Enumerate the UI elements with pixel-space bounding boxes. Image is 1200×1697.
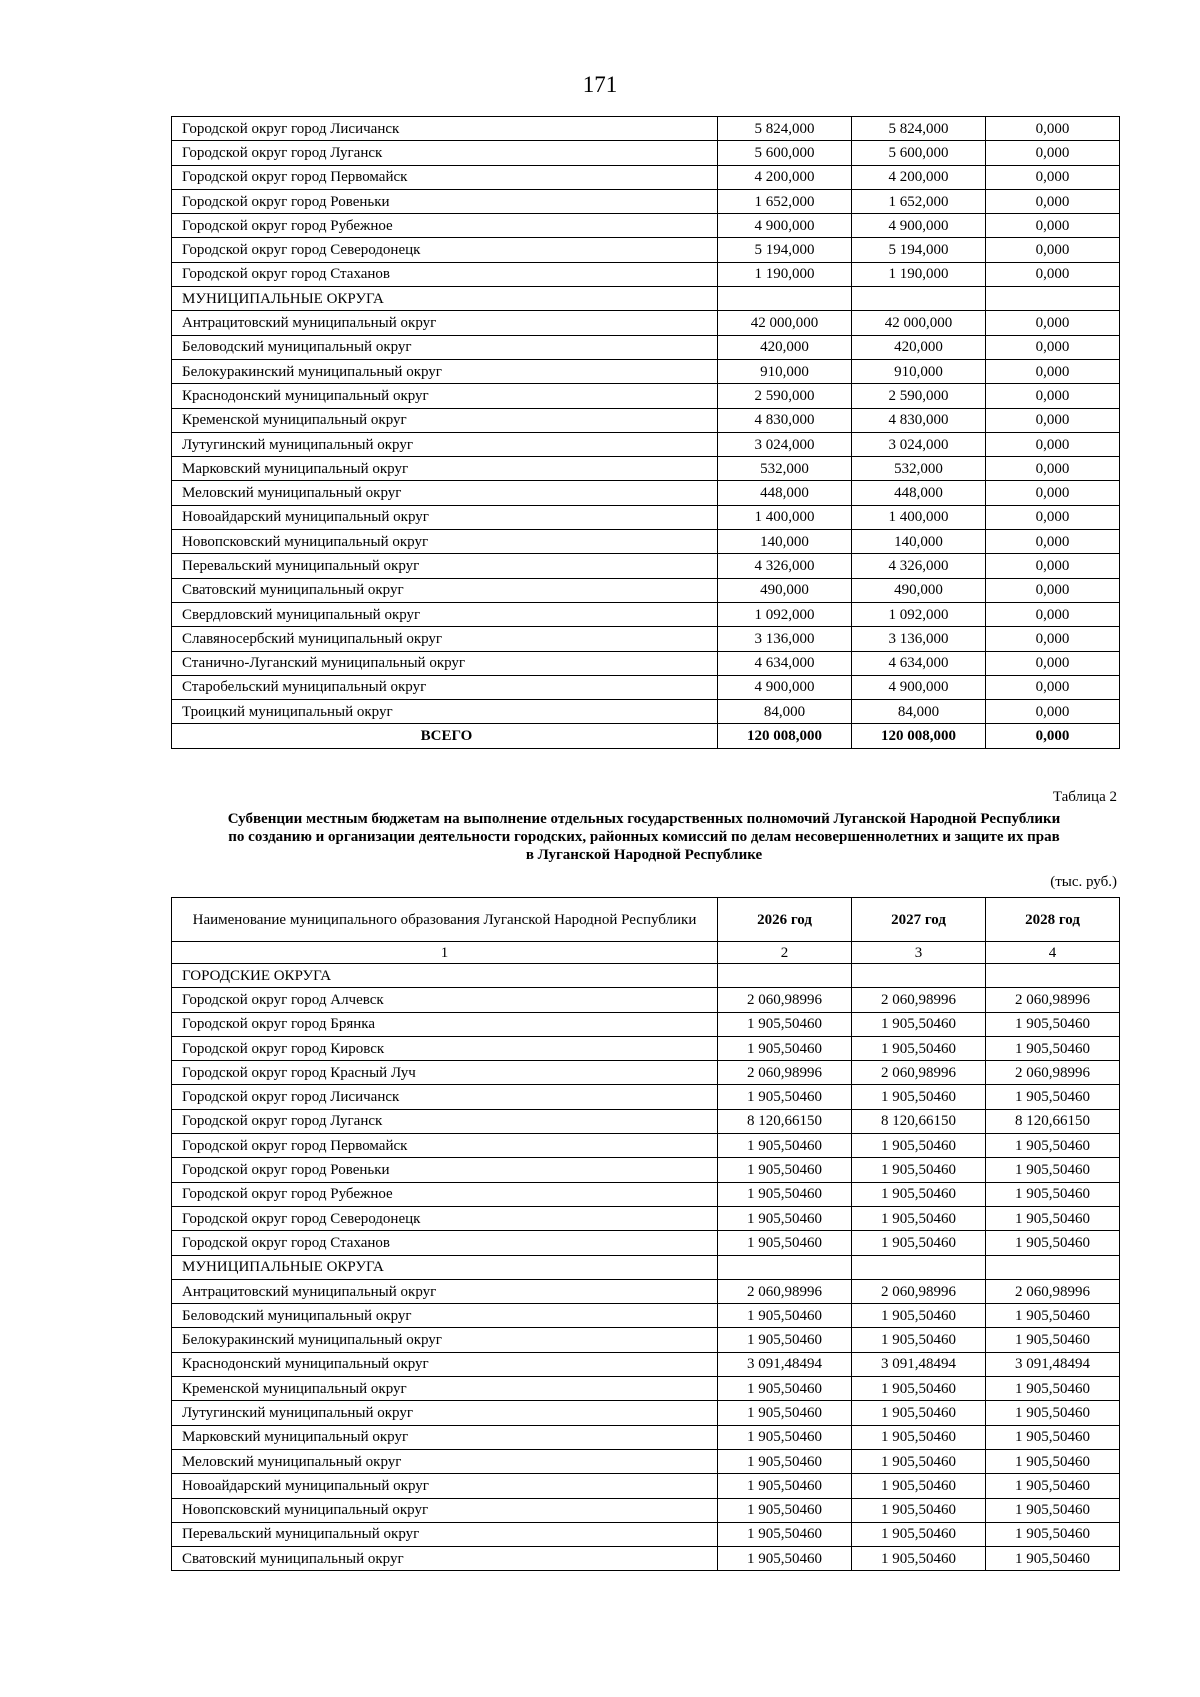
value-cell: 2 060,98996 [852,1279,986,1303]
table-row [172,481,1120,505]
table-row [172,1012,1120,1036]
value-cell: 1 905,50460 [852,1182,986,1206]
value-cell: 1 905,50460 [986,1158,1120,1182]
value-cell: 0,000 [986,651,1120,675]
row-name-cell: Городской округ город Лисичанск [172,117,718,141]
value-cell: 0,000 [986,578,1120,602]
row-name-cell: Белокуракинский муниципальный округ [172,1328,718,1352]
row-name-cell: Новопсковский муниципальный округ [172,530,718,554]
value-cell: 1 905,50460 [986,1425,1120,1449]
value-cell [718,1255,852,1279]
value-cell [718,964,852,988]
column-number: 2 [718,942,852,964]
header-year-2028: 2028 год [986,898,1120,942]
row-name-cell: МУНИЦИПАЛЬНЫЕ ОКРУГА [172,1255,718,1279]
value-cell: 1 905,50460 [718,1547,852,1571]
header-year-2027: 2027 год [852,898,986,942]
row-name-cell: Станично-Луганский муниципальный округ [172,651,718,675]
column-number: 3 [852,942,986,964]
row-name-cell: Городской округ город Алчевск [172,988,718,1012]
row-name-cell: Кременской муниципальный округ [172,1377,718,1401]
row-name-cell: Меловский муниципальный округ [172,1449,718,1473]
row-name-cell: Лутугинский муниципальный округ [172,432,718,456]
row-name-cell: Лутугинский муниципальный округ [172,1401,718,1425]
table-row [172,1401,1120,1425]
value-cell: 2 060,98996 [986,1279,1120,1303]
value-cell: 5 194,000 [852,238,986,262]
page-number: 171 [582,72,618,97]
value-cell: 4 900,000 [852,214,986,238]
row-name-cell: Троицкий муниципальный округ [172,700,718,724]
row-name-cell: МУНИЦИПАЛЬНЫЕ ОКРУГА [172,287,718,311]
table-row [172,1158,1120,1182]
value-cell: 2 060,98996 [852,1061,986,1085]
value-cell: 2 060,98996 [718,1061,852,1085]
value-cell: 3 091,48494 [986,1352,1120,1376]
value-cell: 0,000 [986,359,1120,383]
value-cell: 490,000 [852,578,986,602]
value-cell: 3 024,000 [852,432,986,456]
value-cell: 3 136,000 [718,627,852,651]
row-name-cell: Городской округ город Северодонецк [172,1206,718,1230]
value-cell: 420,000 [852,335,986,359]
column-number: 1 [172,942,718,964]
table-row [172,988,1120,1012]
column-number: 4 [986,942,1120,964]
total-value: 120 008,000 [718,724,852,748]
row-name-cell: Городской округ город Луганск [172,1109,718,1133]
row-name-cell: Марковский муниципальный округ [172,1425,718,1449]
value-cell: 910,000 [718,359,852,383]
value-cell: 0,000 [986,627,1120,651]
value-cell: 0,000 [986,700,1120,724]
value-cell: 4 900,000 [718,675,852,699]
value-cell: 1 905,50460 [718,1425,852,1449]
value-cell: 1 092,000 [852,602,986,626]
value-cell: 84,000 [718,700,852,724]
value-cell [852,287,986,311]
column-number-row [172,942,1120,964]
value-cell: 0,000 [986,602,1120,626]
table-row [172,262,1120,286]
table-row [172,964,1120,988]
row-name-cell: Меловский муниципальный округ [172,481,718,505]
table-row [172,1036,1120,1060]
table-row [172,1328,1120,1352]
table-1-body [172,117,1120,749]
total-value: 120 008,000 [852,724,986,748]
value-cell: 1 905,50460 [852,1449,986,1473]
table-2-title-line: по созданию и организации деятельности городских, районных комиссий по делам несовершеннолетних и защите их прав [228,829,1060,845]
value-cell: 1 905,50460 [986,1474,1120,1498]
value-cell: 1 905,50460 [718,1522,852,1546]
value-cell: 1 905,50460 [718,1401,852,1425]
value-cell [986,964,1120,988]
header-year-2026: 2026 год [718,898,852,942]
value-cell: 1 905,50460 [852,1036,986,1060]
row-name-cell: Новоайдарский муниципальный округ [172,1474,718,1498]
table-row [172,359,1120,383]
table-row [172,141,1120,165]
value-cell: 2 060,98996 [718,988,852,1012]
table-row [172,1304,1120,1328]
table-row [172,238,1120,262]
total-label: ВСЕГО [172,724,718,748]
value-cell: 1 905,50460 [986,1182,1120,1206]
value-cell: 1 905,50460 [718,1449,852,1473]
value-cell: 8 120,66150 [986,1109,1120,1133]
table-2-title-line: в Луганской Народной Республике [525,847,763,863]
value-cell: 1 190,000 [718,262,852,286]
value-cell: 1 905,50460 [852,1304,986,1328]
table-row [172,1449,1120,1473]
table-row [172,117,1120,141]
value-cell: 1 905,50460 [986,1498,1120,1522]
value-cell: 1 905,50460 [718,1085,852,1109]
table-row [172,1206,1120,1230]
value-cell: 4 326,000 [852,554,986,578]
value-cell: 1 905,50460 [986,1547,1120,1571]
row-name-cell: Новоайдарский муниципальный округ [172,505,718,529]
value-cell: 1 905,50460 [852,1134,986,1158]
value-cell: 3 091,48494 [852,1352,986,1376]
table-row [172,627,1120,651]
row-name-cell: Беловодский муниципальный округ [172,1304,718,1328]
value-cell: 3 091,48494 [718,1352,852,1376]
value-cell: 5 600,000 [852,141,986,165]
value-cell: 1 905,50460 [986,1134,1120,1158]
value-cell: 0,000 [986,505,1120,529]
value-cell: 1 905,50460 [986,1304,1120,1328]
value-cell: 1 905,50460 [718,1036,852,1060]
table-row [172,214,1120,238]
value-cell: 532,000 [718,457,852,481]
table-2-title-line: Субвенции местным бюджетам на выполнение отдельных государственных полномочий Луганской Народной Республики [227,811,1061,827]
value-cell: 0,000 [986,238,1120,262]
table-2-title [171,810,1117,864]
value-cell: 0,000 [986,311,1120,335]
value-cell: 1 905,50460 [718,1304,852,1328]
value-cell: 0,000 [986,141,1120,165]
row-name-cell: Старобельский муниципальный округ [172,675,718,699]
row-name-cell: Краснодонский муниципальный округ [172,1352,718,1376]
value-cell: 8 120,66150 [718,1109,852,1133]
value-cell: 448,000 [718,481,852,505]
value-cell: 1 905,50460 [986,1328,1120,1352]
value-cell: 1 905,50460 [852,1474,986,1498]
table-row [172,700,1120,724]
row-name-cell: Городской округ город Луганск [172,141,718,165]
value-cell: 4 200,000 [718,165,852,189]
value-cell: 2 060,98996 [718,1279,852,1303]
value-cell: 532,000 [852,457,986,481]
row-name-cell: Городской округ город Ровеньки [172,189,718,213]
value-cell: 1 905,50460 [986,1377,1120,1401]
value-cell: 1 905,50460 [852,1547,986,1571]
value-cell [986,287,1120,311]
table-2-header [172,898,1120,964]
table-row [172,1182,1120,1206]
value-cell: 0,000 [986,554,1120,578]
table-row [172,457,1120,481]
value-cell: 1 905,50460 [718,1134,852,1158]
table-row [172,1547,1120,1571]
table-row [172,384,1120,408]
value-cell: 0,000 [986,408,1120,432]
row-name-cell: Городской округ город Ровеньки [172,1158,718,1182]
value-cell: 1 905,50460 [986,1085,1120,1109]
value-cell: 4 634,000 [718,651,852,675]
value-cell: 1 905,50460 [718,1377,852,1401]
value-cell: 4 900,000 [718,214,852,238]
value-cell: 2 590,000 [718,384,852,408]
value-cell: 0,000 [986,335,1120,359]
value-cell: 5 824,000 [718,117,852,141]
value-cell: 1 905,50460 [986,1401,1120,1425]
value-cell: 1 905,50460 [718,1206,852,1230]
value-cell: 5 194,000 [718,238,852,262]
value-cell: 0,000 [986,262,1120,286]
value-cell: 42 000,000 [718,311,852,335]
row-name-cell: Краснодонский муниципальный округ [172,384,718,408]
table-row [172,432,1120,456]
value-cell: 0,000 [986,117,1120,141]
value-cell: 8 120,66150 [852,1109,986,1133]
value-cell: 1 652,000 [852,189,986,213]
value-cell: 140,000 [852,530,986,554]
value-cell: 3 024,000 [718,432,852,456]
row-name-cell: Беловодский муниципальный округ [172,335,718,359]
value-cell: 4 634,000 [852,651,986,675]
row-name-cell: Городской округ город Кировск [172,1036,718,1060]
table-2-units: (тыс. руб.) [1050,874,1117,890]
table-row [172,530,1120,554]
row-name-cell: Сватовский муниципальный округ [172,1547,718,1571]
value-cell: 0,000 [986,675,1120,699]
value-cell: 1 905,50460 [852,1401,986,1425]
value-cell: 910,000 [852,359,986,383]
row-name-cell: Антрацитовский муниципальный округ [172,311,718,335]
value-cell: 0,000 [986,481,1120,505]
table-row [172,1352,1120,1376]
table-row [172,578,1120,602]
value-cell: 1 905,50460 [986,1012,1120,1036]
table-row [172,505,1120,529]
row-name-cell: Марковский муниципальный округ [172,457,718,481]
value-cell: 0,000 [986,530,1120,554]
value-cell [986,1255,1120,1279]
table-row [172,335,1120,359]
value-cell: 1 905,50460 [986,1231,1120,1255]
table-row [172,1474,1120,1498]
value-cell: 1 092,000 [718,602,852,626]
value-cell: 0,000 [986,214,1120,238]
value-cell: 490,000 [718,578,852,602]
value-cell: 1 905,50460 [852,1231,986,1255]
table-2-body [172,964,1120,1571]
row-name-cell: Свердловский муниципальный округ [172,602,718,626]
table-row [172,651,1120,675]
table-row [172,1425,1120,1449]
row-name-cell: Городской округ город Стаханов [172,1231,718,1255]
row-name-cell: Сватовский муниципальный округ [172,578,718,602]
value-cell: 0,000 [986,165,1120,189]
table-row [172,311,1120,335]
value-cell [718,287,852,311]
value-cell [852,1255,986,1279]
total-row [172,724,1120,748]
table-row [172,554,1120,578]
value-cell: 4 830,000 [718,408,852,432]
value-cell: 3 136,000 [852,627,986,651]
value-cell: 1 905,50460 [852,1012,986,1036]
value-cell: 1 905,50460 [718,1231,852,1255]
value-cell: 1 905,50460 [718,1182,852,1206]
value-cell: 5 824,000 [852,117,986,141]
value-cell: 1 905,50460 [986,1036,1120,1060]
value-cell: 0,000 [986,432,1120,456]
header-row [172,898,1120,942]
budget-table-2 [171,897,1120,1571]
value-cell: 0,000 [986,457,1120,481]
value-cell: 2 060,98996 [986,1061,1120,1085]
table-row [172,1498,1120,1522]
table-row [172,1134,1120,1158]
table-2-label: Таблица 2 [1052,789,1117,805]
table-row [172,408,1120,432]
value-cell [852,964,986,988]
value-cell: 1 905,50460 [718,1328,852,1352]
row-name-cell: Белокуракинский муниципальный округ [172,359,718,383]
value-cell: 2 060,98996 [852,988,986,1012]
table-row [172,189,1120,213]
value-cell: 1 905,50460 [852,1206,986,1230]
value-cell: 0,000 [986,384,1120,408]
row-name-cell: Городской округ город Первомайск [172,165,718,189]
row-name-cell: Городской округ город Рубежное [172,1182,718,1206]
value-cell: 0,000 [986,189,1120,213]
value-cell: 1 905,50460 [852,1498,986,1522]
row-name-cell: Городской округ город Красный Луч [172,1061,718,1085]
row-name-cell: Перевальский муниципальный округ [172,554,718,578]
value-cell: 1 905,50460 [852,1522,986,1546]
value-cell: 1 905,50460 [986,1206,1120,1230]
row-name-cell: Антрацитовский муниципальный округ [172,1279,718,1303]
table-row [172,1085,1120,1109]
value-cell: 448,000 [852,481,986,505]
value-cell: 4 200,000 [852,165,986,189]
table-row [172,287,1120,311]
row-name-cell: Славяносербский муниципальный округ [172,627,718,651]
row-name-cell: ГОРОДСКИЕ ОКРУГА [172,964,718,988]
table-row [172,1109,1120,1133]
value-cell: 1 905,50460 [718,1158,852,1182]
table-row [172,675,1120,699]
value-cell: 420,000 [718,335,852,359]
value-cell: 1 905,50460 [852,1377,986,1401]
value-cell: 4 326,000 [718,554,852,578]
table-row [172,1377,1120,1401]
table-row [172,1231,1120,1255]
value-cell: 1 905,50460 [986,1449,1120,1473]
row-name-cell: Городской округ город Стаханов [172,262,718,286]
value-cell: 140,000 [718,530,852,554]
total-value: 0,000 [986,724,1120,748]
value-cell: 1 905,50460 [718,1498,852,1522]
row-name-cell: Городской округ город Лисичанск [172,1085,718,1109]
value-cell: 5 600,000 [718,141,852,165]
value-cell: 2 590,000 [852,384,986,408]
value-cell: 4 830,000 [852,408,986,432]
row-name-cell: Городской округ город Первомайск [172,1134,718,1158]
table-row [172,1061,1120,1085]
table-row [172,1522,1120,1546]
row-name-cell: Кременской муниципальный округ [172,408,718,432]
value-cell: 1 905,50460 [852,1328,986,1352]
value-cell: 1 400,000 [718,505,852,529]
value-cell: 1 190,000 [852,262,986,286]
value-cell: 1 905,50460 [718,1012,852,1036]
value-cell: 1 905,50460 [852,1085,986,1109]
table-row [172,1255,1120,1279]
header-name: Наименование муниципального образования Луганской Народной Республики [172,898,718,942]
value-cell: 4 900,000 [852,675,986,699]
table-row [172,165,1120,189]
table-row [172,1279,1120,1303]
value-cell: 1 905,50460 [852,1158,986,1182]
value-cell: 84,000 [852,700,986,724]
row-name-cell: Городской округ город Рубежное [172,214,718,238]
row-name-cell: Городской округ город Брянка [172,1012,718,1036]
row-name-cell: Новопсковский муниципальный округ [172,1498,718,1522]
value-cell: 1 905,50460 [986,1522,1120,1546]
row-name-cell: Перевальский муниципальный округ [172,1522,718,1546]
value-cell: 1 400,000 [852,505,986,529]
row-name-cell: Городской округ город Северодонецк [172,238,718,262]
value-cell: 2 060,98996 [986,988,1120,1012]
table-row [172,602,1120,626]
value-cell: 1 652,000 [718,189,852,213]
value-cell: 42 000,000 [852,311,986,335]
value-cell: 1 905,50460 [852,1425,986,1449]
budget-table-1 [171,116,1120,749]
value-cell: 1 905,50460 [718,1474,852,1498]
